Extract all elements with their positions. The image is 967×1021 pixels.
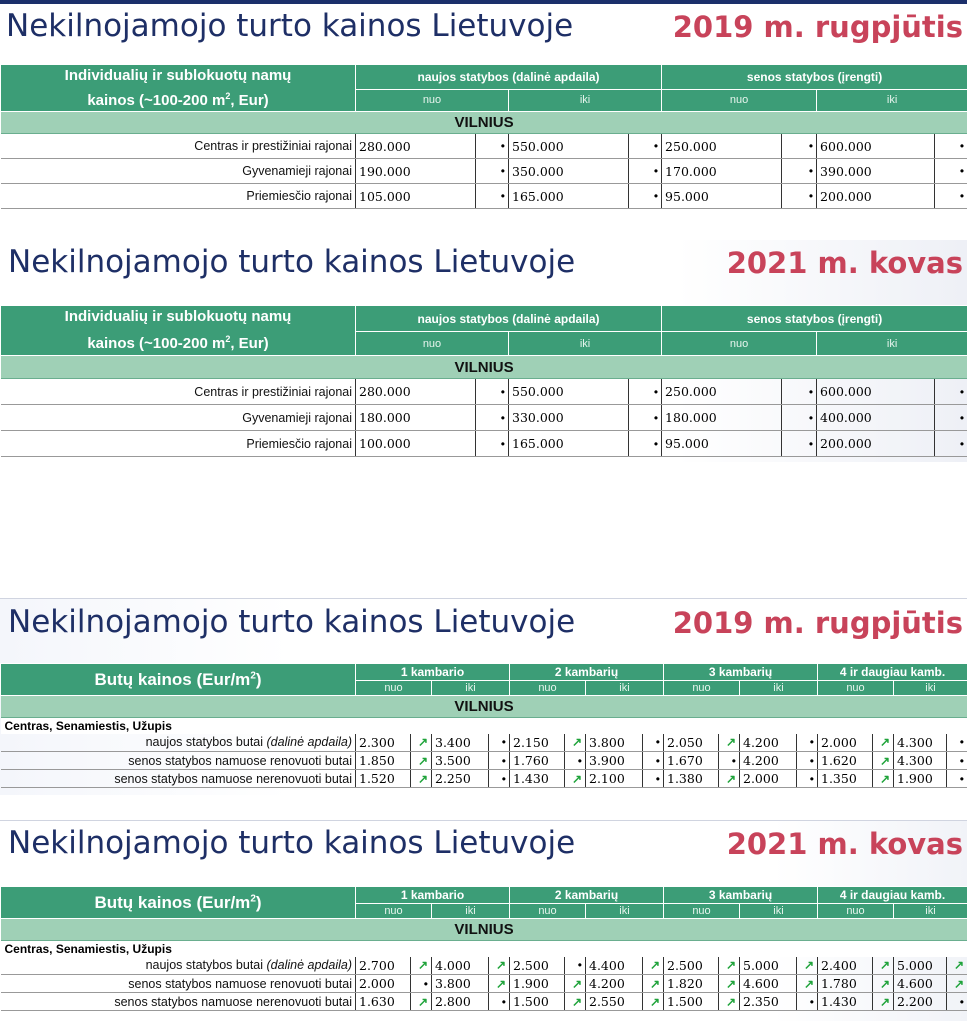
- flats-price-table: [0, 886, 967, 1011]
- price-value: 280.000: [356, 379, 476, 405]
- arrow-up-right-icon: ↗: [411, 752, 432, 770]
- subcol-header: nuo: [818, 681, 894, 696]
- flats-panel-2021: [0, 820, 967, 1021]
- flats-price-table: [0, 663, 967, 788]
- table-row: [1, 134, 967, 159]
- arrow-up-right-icon: ↗: [643, 975, 664, 993]
- price-value: 95.000: [662, 184, 782, 209]
- dot-icon: •: [935, 431, 967, 457]
- price-value: 200.000: [817, 431, 935, 457]
- arrow-up-right-icon: ↗: [411, 770, 432, 788]
- price-value: 1.350: [818, 770, 873, 788]
- dot-icon: •: [476, 184, 509, 209]
- table-header-label: Butų kainos $(Eur/m^2)$: [1, 664, 356, 696]
- price-value: 2.550: [586, 993, 643, 1011]
- page-title: Nekilnojamojo turto kainos Lietuvoje: [8, 825, 575, 861]
- price-value: 100.000: [356, 431, 476, 457]
- price-value: 4.600: [894, 975, 947, 993]
- price-value: 4.400: [586, 957, 643, 975]
- subcol-header: iki: [432, 681, 510, 696]
- dot-icon: •: [643, 734, 664, 752]
- arrow-up-right-icon: ↗: [719, 975, 740, 993]
- price-value: 200.000: [817, 184, 935, 209]
- subcol-header: iki: [894, 904, 967, 919]
- arrow-up-right-icon: ↗: [719, 734, 740, 752]
- price-value: 1.820: [664, 975, 719, 993]
- dot-icon: •: [797, 734, 818, 752]
- arrow-up-right-icon: ↗: [873, 770, 894, 788]
- group-header: 4 ir daugiau kamb.: [818, 887, 967, 904]
- group-header: naujos statybos (dalinė apdaila): [356, 306, 662, 332]
- dot-icon: •: [629, 134, 662, 159]
- price-value: 165.000: [509, 431, 629, 457]
- group-header: 1 kambario: [356, 887, 510, 904]
- price-value: 180.000: [356, 405, 476, 431]
- subcol-header: iki: [817, 89, 967, 111]
- dot-icon: •: [947, 993, 967, 1011]
- price-value: 400.000: [817, 405, 935, 431]
- arrow-up-right-icon: ↗: [411, 957, 432, 975]
- row-label: senos statybos namuose renovuoti butai: [1, 975, 356, 993]
- price-value: 1.520: [356, 770, 411, 788]
- table-row: [1, 159, 967, 184]
- arrow-up-right-icon: ↗: [411, 734, 432, 752]
- houses-price-table: [0, 305, 967, 457]
- price-value: 350.000: [509, 159, 629, 184]
- district-row: Centras, Senamiestis, Užupis: [1, 941, 967, 957]
- subcol-header: iki: [817, 332, 967, 356]
- dot-icon: •: [935, 159, 967, 184]
- table-row: [1, 184, 967, 209]
- subcol-header: nuo: [356, 89, 509, 111]
- price-value: 600.000: [817, 379, 935, 405]
- row-label: senos statybos namuose renovuoti butai: [1, 752, 356, 770]
- houses-panel-2019: [0, 0, 967, 215]
- price-value: 2.200: [894, 993, 947, 1011]
- dot-icon: •: [935, 134, 967, 159]
- price-value: 1.670: [664, 752, 719, 770]
- group-header: 4 ir daugiau kamb.: [818, 664, 967, 681]
- arrow-up-right-icon: ↗: [565, 993, 586, 1011]
- dot-icon: •: [565, 752, 586, 770]
- group-header: 1 kambario: [356, 664, 510, 681]
- dot-icon: •: [947, 734, 967, 752]
- price-value: 3.400: [432, 734, 489, 752]
- price-value: 2.000: [356, 975, 411, 993]
- dot-icon: •: [782, 431, 817, 457]
- price-value: 4.200: [586, 975, 643, 993]
- dot-icon: •: [629, 159, 662, 184]
- arrow-up-right-icon: ↗: [947, 957, 967, 975]
- subcol-header: iki: [432, 904, 510, 919]
- subcol-header: nuo: [356, 332, 509, 356]
- period-label: 2019 m. rugpjūtis: [673, 606, 963, 640]
- arrow-up-right-icon: ↗: [489, 975, 510, 993]
- dot-icon: •: [476, 134, 509, 159]
- price-value: 3.900: [586, 752, 643, 770]
- subcol-header: nuo: [662, 332, 817, 356]
- price-value: 4.300: [894, 734, 947, 752]
- table-row: [1, 405, 967, 431]
- arrow-up-right-icon: ↗: [873, 957, 894, 975]
- price-value: 4.200: [740, 752, 797, 770]
- subcol-header: nuo: [818, 904, 894, 919]
- dot-icon: •: [947, 752, 967, 770]
- group-header: 2 kambarių: [510, 887, 664, 904]
- subcol-header: nuo: [662, 89, 817, 111]
- subcol-header: nuo: [664, 681, 740, 696]
- row-label: naujos statybos butai (dalinė apdaila): [1, 957, 356, 975]
- subcol-header: iki: [894, 681, 967, 696]
- dot-icon: •: [476, 405, 509, 431]
- price-value: 2.500: [664, 957, 719, 975]
- dot-icon: •: [935, 379, 967, 405]
- subcol-header: iki: [740, 681, 818, 696]
- group-header: 3 kambarių: [664, 887, 818, 904]
- dot-icon: •: [643, 770, 664, 788]
- price-value: 2.400: [818, 957, 873, 975]
- price-value: 2.000: [818, 734, 873, 752]
- subcol-header: iki: [586, 904, 664, 919]
- city-row: VILNIUS: [1, 696, 967, 718]
- price-value: 1.900: [510, 975, 565, 993]
- price-value: 1.620: [818, 752, 873, 770]
- dot-icon: •: [489, 734, 510, 752]
- houses-panel-2021: [0, 240, 967, 462]
- price-value: 2.700: [356, 957, 411, 975]
- price-value: 1.430: [818, 993, 873, 1011]
- price-value: 4.300: [894, 752, 947, 770]
- arrow-up-right-icon: ↗: [719, 993, 740, 1011]
- row-label: naujos statybos butai (dalinė apdaila): [1, 734, 356, 752]
- dot-icon: •: [411, 975, 432, 993]
- row-label: Priemiesčio rajonai: [1, 431, 356, 457]
- price-value: 2.100: [586, 770, 643, 788]
- price-value: 1.760: [510, 752, 565, 770]
- flats-panel-2019: [0, 598, 967, 795]
- price-value: 105.000: [356, 184, 476, 209]
- subcol-header: nuo: [356, 681, 432, 696]
- dot-icon: •: [782, 159, 817, 184]
- dot-icon: •: [782, 405, 817, 431]
- arrow-up-right-icon: ↗: [873, 752, 894, 770]
- price-value: 1.850: [356, 752, 411, 770]
- page-title: Nekilnojamojo turto kainos Lietuvoje: [6, 8, 573, 44]
- price-value: 3.800: [586, 734, 643, 752]
- table-row: [1, 379, 967, 405]
- panel-header: [0, 599, 967, 657]
- price-value: 3.500: [432, 752, 489, 770]
- period-label: 2021 m. kovas: [727, 827, 963, 861]
- table-row: [1, 975, 967, 993]
- price-value: 2.150: [510, 734, 565, 752]
- arrow-up-right-icon: ↗: [565, 734, 586, 752]
- price-value: 5.000: [740, 957, 797, 975]
- dot-icon: •: [489, 993, 510, 1011]
- subcol-header: iki: [740, 904, 818, 919]
- houses-price-table: [0, 64, 967, 209]
- price-value: 2.800: [432, 993, 489, 1011]
- subcol-header: iki: [509, 332, 662, 356]
- table-row: [1, 734, 967, 752]
- row-label: senos statybos namuose nerenovuoti butai: [1, 770, 356, 788]
- period-label: 2019 m. rugpjūtis: [673, 10, 963, 44]
- arrow-up-right-icon: ↗: [873, 734, 894, 752]
- price-value: 550.000: [509, 134, 629, 159]
- dot-icon: •: [947, 770, 967, 788]
- row-label: Gyvenamieji rajonai: [1, 159, 356, 184]
- city-row: VILNIUS: [1, 112, 967, 134]
- arrow-up-right-icon: ↗: [873, 975, 894, 993]
- arrow-up-right-icon: ↗: [411, 993, 432, 1011]
- dot-icon: •: [935, 405, 967, 431]
- dot-icon: •: [935, 184, 967, 209]
- price-value: 280.000: [356, 134, 476, 159]
- subcol-header: nuo: [664, 904, 740, 919]
- dot-icon: •: [489, 752, 510, 770]
- dot-icon: •: [629, 431, 662, 457]
- price-value: 4.000: [432, 957, 489, 975]
- page-title: Nekilnojamojo turto kainos Lietuvoje: [8, 604, 575, 640]
- price-value: 170.000: [662, 159, 782, 184]
- dot-icon: •: [643, 752, 664, 770]
- dot-icon: •: [629, 379, 662, 405]
- price-value: 600.000: [817, 134, 935, 159]
- dot-icon: •: [476, 379, 509, 405]
- table-row: [1, 957, 967, 975]
- dot-icon: •: [629, 184, 662, 209]
- dot-icon: •: [782, 134, 817, 159]
- price-value: 5.000: [894, 957, 947, 975]
- arrow-up-right-icon: ↗: [947, 975, 967, 993]
- city-row: VILNIUS: [1, 356, 967, 379]
- dot-icon: •: [797, 993, 818, 1011]
- arrow-up-right-icon: ↗: [797, 957, 818, 975]
- price-value: 2.300: [356, 734, 411, 752]
- arrow-up-right-icon: ↗: [719, 770, 740, 788]
- arrow-up-right-icon: ↗: [565, 770, 586, 788]
- subcol-header: nuo: [356, 904, 432, 919]
- subcol-header: iki: [509, 89, 662, 111]
- price-value: 330.000: [509, 405, 629, 431]
- dot-icon: •: [565, 957, 586, 975]
- panel-header: [0, 4, 967, 54]
- price-value: 2.000: [740, 770, 797, 788]
- price-value: 3.800: [432, 975, 489, 993]
- price-value: 95.000: [662, 431, 782, 457]
- price-value: 190.000: [356, 159, 476, 184]
- period-label: 2021 m. kovas: [727, 246, 963, 280]
- price-value: 180.000: [662, 405, 782, 431]
- price-value: 1.430: [510, 770, 565, 788]
- price-value: 2.250: [432, 770, 489, 788]
- dot-icon: •: [782, 379, 817, 405]
- price-value: 2.050: [664, 734, 719, 752]
- group-header: senos statybos (įrengti): [662, 65, 967, 90]
- price-value: 250.000: [662, 379, 782, 405]
- table-row: [1, 431, 967, 457]
- row-label: senos statybos namuose nerenovuoti butai: [1, 993, 356, 1011]
- arrow-up-right-icon: ↗: [797, 975, 818, 993]
- row-label: Centras ir prestižiniai rajonai: [1, 134, 356, 159]
- panel-header: [0, 240, 967, 296]
- arrow-up-right-icon: ↗: [719, 957, 740, 975]
- arrow-up-right-icon: ↗: [643, 957, 664, 975]
- group-header: naujos statybos (dalinė apdaila): [356, 65, 662, 90]
- arrow-up-right-icon: ↗: [489, 957, 510, 975]
- arrow-up-right-icon: ↗: [565, 975, 586, 993]
- subcol-header: nuo: [510, 904, 586, 919]
- price-value: 250.000: [662, 134, 782, 159]
- arrow-up-right-icon: ↗: [873, 993, 894, 1011]
- group-header: senos statybos (įrengti): [662, 306, 967, 332]
- price-value: 1.630: [356, 993, 411, 1011]
- price-value: 1.500: [510, 993, 565, 1011]
- row-label: Priemiesčio rajonai: [1, 184, 356, 209]
- city-row: VILNIUS: [1, 919, 967, 941]
- price-value: 1.780: [818, 975, 873, 993]
- price-value: 390.000: [817, 159, 935, 184]
- row-label: Gyvenamieji rajonai: [1, 405, 356, 431]
- subcol-header: nuo: [510, 681, 586, 696]
- group-header: 3 kambarių: [664, 664, 818, 681]
- dot-icon: •: [489, 770, 510, 788]
- table-header-label: Butų kainos $(Eur/m^2)$: [1, 887, 356, 919]
- table-header-label: Individualių ir sublokuotų namų kainos (~100-200 $m^2$, Eur): [1, 306, 356, 356]
- dot-icon: •: [476, 159, 509, 184]
- panel-header: [0, 821, 967, 879]
- table-row: [1, 993, 967, 1011]
- price-value: 1.380: [664, 770, 719, 788]
- price-value: 1.500: [664, 993, 719, 1011]
- price-value: 165.000: [509, 184, 629, 209]
- price-value: 4.200: [740, 734, 797, 752]
- dot-icon: •: [797, 770, 818, 788]
- price-value: 4.600: [740, 975, 797, 993]
- row-label: Centras ir prestižiniai rajonai: [1, 379, 356, 405]
- table-row: [1, 752, 967, 770]
- dot-icon: •: [782, 184, 817, 209]
- price-value: 550.000: [509, 379, 629, 405]
- dot-icon: •: [629, 405, 662, 431]
- dot-icon: •: [719, 752, 740, 770]
- table-row: [1, 770, 967, 788]
- price-value: 1.900: [894, 770, 947, 788]
- price-value: 2.350: [740, 993, 797, 1011]
- subcol-header: iki: [586, 681, 664, 696]
- page-title: Nekilnojamojo turto kainos Lietuvoje: [8, 244, 575, 280]
- table-header-label: Individualių ir sublokuotų namų kainos (~100-200 $m^2$, Eur): [1, 65, 356, 112]
- dot-icon: •: [797, 752, 818, 770]
- arrow-up-right-icon: ↗: [643, 993, 664, 1011]
- price-value: 2.500: [510, 957, 565, 975]
- dot-icon: •: [476, 431, 509, 457]
- group-header: 2 kambarių: [510, 664, 664, 681]
- district-row: Centras, Senamiestis, Užupis: [1, 718, 967, 734]
